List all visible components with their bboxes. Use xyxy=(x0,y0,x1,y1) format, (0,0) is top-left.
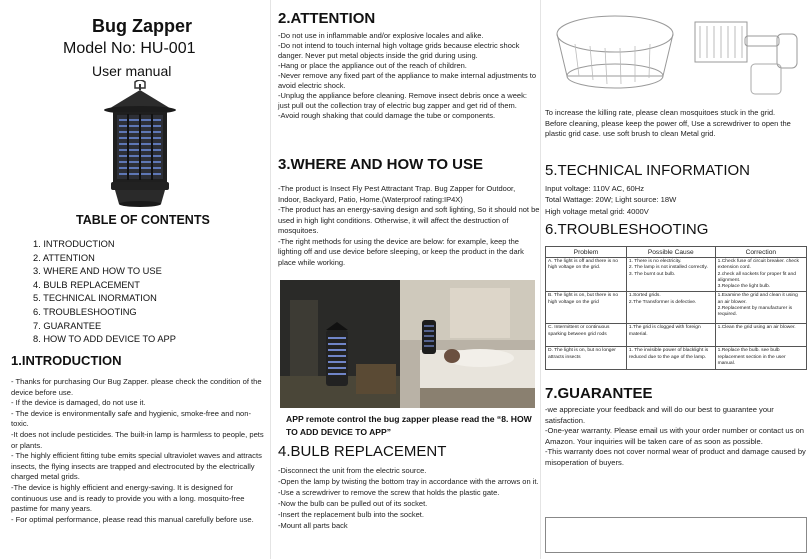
where-heading: 3.WHERE AND HOW TO USE xyxy=(278,156,484,173)
table-of-contents xyxy=(33,238,176,347)
blank-box xyxy=(545,517,807,553)
introduction-body xyxy=(11,377,267,525)
paragraph: -The product is Insect Fly Pest Attractant Trap. Bug Zapper for Outdoor, Indoor, Backyard, Patio, Home.(Waterproof rating:IP4X) xyxy=(278,184,516,204)
usage-photo xyxy=(280,280,535,408)
cause-cell: 1. The invisible power of blacklight is reduced due to the age of the lamp. xyxy=(626,347,715,370)
app-note: APP remote control the bug zapper please read the “8. HOW TO ADD DEVICE TO APP” xyxy=(286,414,532,437)
column-header: Possible Cause xyxy=(626,247,715,258)
column-cover xyxy=(0,0,270,559)
problem-cell: B. The light is on, but there is no high voltage on the grid xyxy=(546,292,627,324)
cause-cell: 1. There is no electricity. 2. The lamp is not installed correctly. 3. The burnt out bulb. xyxy=(626,258,715,292)
correction-cell: 1.Check fuse of circuit breaker. check extension cord. 2.check all sockets for proper fit and alignment. 3.Replace the light bulb. xyxy=(715,258,806,292)
toc-item: 5. TECHNICAL INORMATION xyxy=(33,293,157,304)
spec-line: Input voltage: 110V AC, 60Hz xyxy=(545,184,645,193)
toc-item: 1. INTRODUCTION xyxy=(33,239,115,249)
paragraph: -Hang or place the appliance out of the reach of children. xyxy=(278,61,467,70)
paragraph: -Disconnect the unit from the electric source. xyxy=(278,466,427,475)
toc-item: 6. TROUBLESHOOTING xyxy=(33,306,137,317)
paragraph: - For optimal performance, please read this manual carefully before use. xyxy=(11,514,254,524)
bulb-body xyxy=(278,465,540,531)
paragraph: -The right methods for using the device are below: for example, keep the lighting off and use device before sleeping, or keep the product in the dark place while working. xyxy=(278,236,524,267)
attention-heading: 2.ATTENTION xyxy=(278,10,376,27)
document-title: Bug Zapper xyxy=(92,16,193,36)
paragraph: -Mount all parts back xyxy=(278,521,348,530)
document-subtitle: User manual xyxy=(92,63,172,79)
paragraph: -Open the lamp by twisting the bottom tray in accordance with the arrows on it. xyxy=(278,477,539,486)
where-body xyxy=(278,184,540,268)
problem-cell: A. The light is off and there is no high voltage on the grid. xyxy=(546,258,627,292)
guarantee-heading: 7.GUARANTEE xyxy=(545,385,653,402)
toc-item: 4. BULB REPLACEMENT xyxy=(33,279,140,290)
column-header: Problem xyxy=(546,247,627,258)
column-header: Correction xyxy=(715,247,806,258)
bug-zapper-product-image xyxy=(95,80,185,210)
spec-line: Total Wattage: 20W; Light source: 18W xyxy=(545,195,677,205)
toc-item: 3. WHERE AND HOW TO USE xyxy=(33,266,162,277)
paragraph: -The product has an energy-saving design and soft lighting, So it should not be used in high light conditions. Otherwise, it will affect the destruction of mosquitoes. xyxy=(278,205,540,235)
bulb-heading: 4.BULB REPLACEMENT xyxy=(278,443,447,460)
paragraph: -Unplug the appliance before cleaning. Remove insect debris once a week: just pull out the collection tray of electric bug zapper and get rid of them. xyxy=(278,91,527,110)
paragraph: -This warranty does not cover normal wear of product and damage caused by misoperation of buyers. xyxy=(545,447,806,467)
toc-item: 8. HOW TO ADD DEVICE TO APP xyxy=(33,334,176,345)
paragraph: - The device is environmentally safe and hygienic, smoke-free and non-toxic. xyxy=(11,408,252,429)
paragraph: -Use a screwdriver to remove the screw that holds the plastic gate. xyxy=(278,488,500,497)
paragraph: -Avoid rough shaking that could damage the tube or components. xyxy=(278,111,496,120)
technical-heading: 5.TECHNICAL INFORMATION xyxy=(545,162,751,179)
table-row xyxy=(546,347,807,370)
table-row xyxy=(546,324,807,347)
attention-body xyxy=(278,31,540,121)
toc-item: 7. GUARANTEE xyxy=(33,320,102,331)
paragraph: Before cleaning, please keep the power off, Use a screwdriver to open the plastic grid case. use soft brush to clean Metal grid. xyxy=(545,118,791,139)
model-number: Model No: HU-001 xyxy=(63,40,196,57)
paragraph: -The device is highly efficient and energy-saving. It is designed for continuous use and is ready to provide you with a long. mosquito-free pastime for many years. xyxy=(11,482,245,514)
paragraph: - Thanks for purchasing Our Bug Zapper. please check the condition of the device before use. xyxy=(11,377,262,397)
toc-title: TABLE OF CONTENTS xyxy=(76,213,210,227)
correction-cell: 1.Replace the bulb. see bulb replacement section in the user manual. xyxy=(715,347,806,370)
paragraph: - If the device is damaged, do not use it. xyxy=(11,398,146,408)
cause-cell: 1.The grid is clogged with foreign material. xyxy=(626,324,715,347)
paragraph: -Do not use in inflammable and/or explosive locales and alike. xyxy=(278,31,484,40)
table-row xyxy=(546,292,807,324)
toc-item: 2. ATTENTION xyxy=(33,252,95,263)
problem-cell: C. Intermittent or continuous sparking between grid rods xyxy=(546,324,627,347)
paragraph: To increase the killing rate, please clean mosquitoes stuck in the grid. xyxy=(545,108,776,117)
technical-body xyxy=(545,183,676,217)
cleaning-instructions xyxy=(545,108,807,140)
troubleshooting-heading: 6.TROUBLESHOOTING xyxy=(545,221,709,238)
problem-cell: D. The light is on, but no longer attracts insects xyxy=(546,347,627,370)
paragraph: -Do not intend to touch internal high voltage grids because electric shock danger. Never put metal objects inside the grid during using. xyxy=(278,41,520,60)
paragraph: - The highly efficient fitting tube emits special ultraviolet waves and attracts insects, the flying insects are trapped and electrocuted by the electrically charged metal grids. xyxy=(11,451,262,482)
paragraph: -One-year warranty. Please email us with your order number or contact us on Amazon. Your inquiries will be taken care of as soon as possible. xyxy=(545,426,805,446)
cleaning-diagram xyxy=(545,4,803,104)
spec-line: High voltage metal grid: 4000V xyxy=(545,206,649,216)
table-header-row xyxy=(546,247,807,258)
correction-cell: 1.Clean the grid using an air blower. xyxy=(715,324,806,347)
correction-cell: 1.Examine the grid and clean it using an air blower. 2.Replacement by manufacturer is required. xyxy=(715,292,806,324)
column-usage xyxy=(270,0,540,559)
paragraph: -Never remove any fixed part of the appliance to make internal adjustments to avoid electric shock. xyxy=(278,71,537,90)
column-info xyxy=(540,0,808,559)
troubleshooting-table xyxy=(545,246,807,370)
paragraph: -Now the bulb can be pulled out of its socket. xyxy=(278,499,428,508)
paragraph: -we appreciate your feedback and will do our best to guarantee your satisfaction. xyxy=(545,405,774,425)
table-row xyxy=(546,258,807,292)
paragraph: -Insert the replacement bulb into the socket. xyxy=(278,510,424,519)
introduction-heading: 1.INTRODUCTION xyxy=(11,353,122,368)
guarantee-body xyxy=(545,405,807,469)
cause-cell: 1.Sorted grids. 2.The Transformer is defective. xyxy=(626,292,715,324)
paragraph: -It does not include pesticides. The built-in lamp is harmless to people, pets or plants. xyxy=(11,429,264,450)
